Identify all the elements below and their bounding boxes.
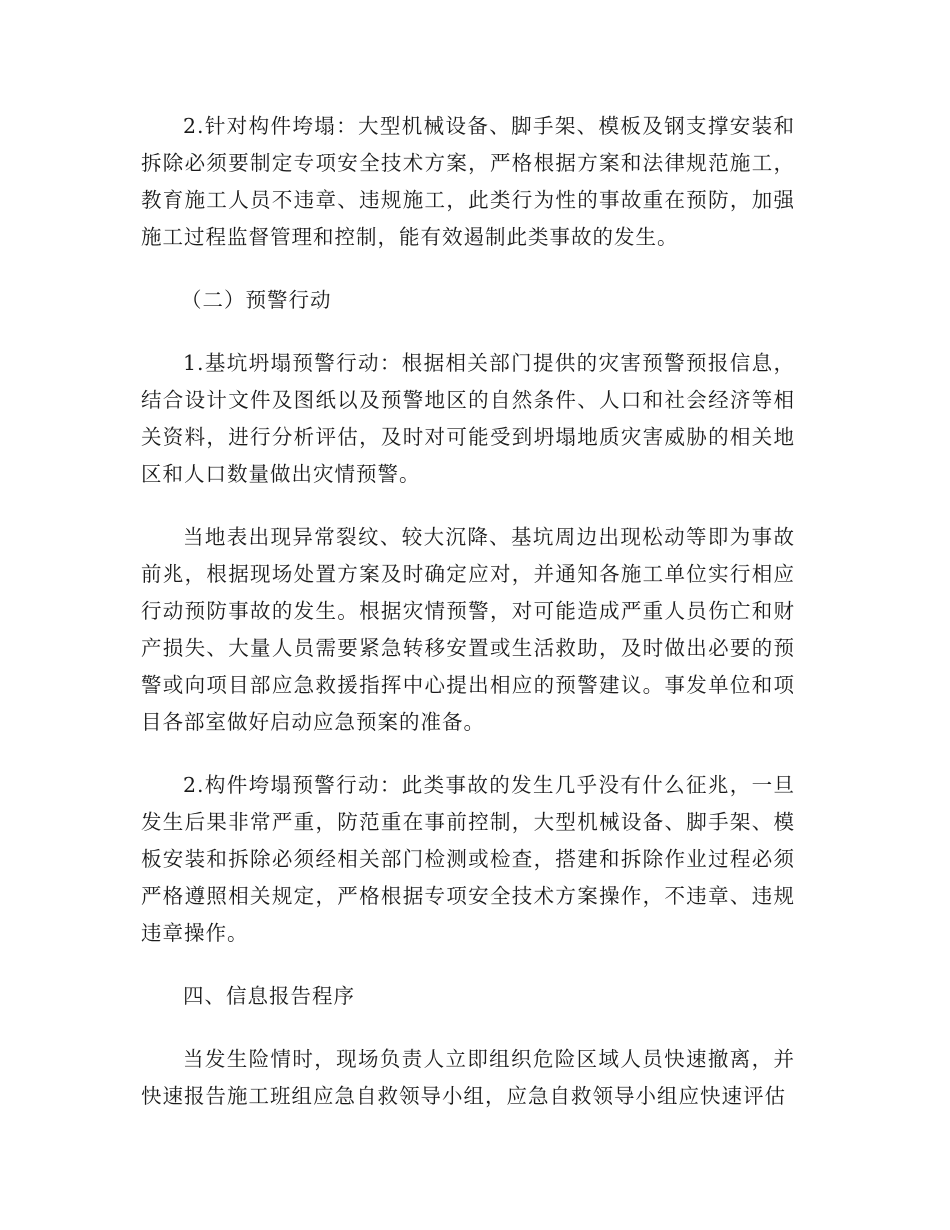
section-heading-warning-actions: （二）预警行动 — [181, 288, 332, 312]
section-heading-information-reporting: 四、信息报告程序 — [183, 984, 355, 1008]
document-body — [141, 108, 795, 1141]
paragraph-component-collapse-prevention: 2.针对构件垮塌：大型机械设备、脚手架、模板及钢支撑安装和拆除必须要制定专项安全技术方案，严格根据方案和法律规范施工，教育施工人员不违章、违规施工，此类行为性的事故重在预防，加强施工过程监督管理和控制，能有效遏制此类事故的发生。 — [141, 114, 795, 249]
paragraph-accident-precursors: 当地表出现异常裂纹、较大沉降、基坑周边出现松动等即为事故前兆，根据现场处置方案及时确定应对，并通知各施工单位实行相应行动预防事故的发生。根据灾情预警，对可能造成严重人员伤亡和财产损失、大量人员需要紧急转移安置或生活救助，及时做出必要的预警或向项目部应急救援指挥中心提出相应的预警建议。事发单位和项目各部室做好启动应急预案的准备。 — [141, 525, 795, 734]
paragraph-pit-collapse-warning: 1.基坑坍塌预警行动：根据相关部门提供的灾害预警预报信息，结合设计文件及图纸以及预警地区的自然条件、人口和社会经济等相关资料，进行分析评估，及时对可能受到坍塌地质灾害威胁的相关地区和人口数量做出灾情预警。 — [141, 351, 795, 486]
paragraph-component-collapse-warning: 2.构件垮塌预警行动：此类事故的发生几乎没有什么征兆，一旦发生后果非常严重，防范重在事前控制，大型机械设备、脚手架、模板安装和拆除必须经相关部门检测或检查，搭建和拆除作业过程必须严格遵照相关规定，严格根据专项安全技术方案操作，不违章、违规违章操作。 — [141, 773, 795, 945]
paragraph-reporting-procedure: 当发生险情时，现场负责人立即组织危险区域人员快速撤离，并快速报告施工班组应急自救领导小组，应急自救领导小组应快速评估 — [141, 1047, 795, 1108]
